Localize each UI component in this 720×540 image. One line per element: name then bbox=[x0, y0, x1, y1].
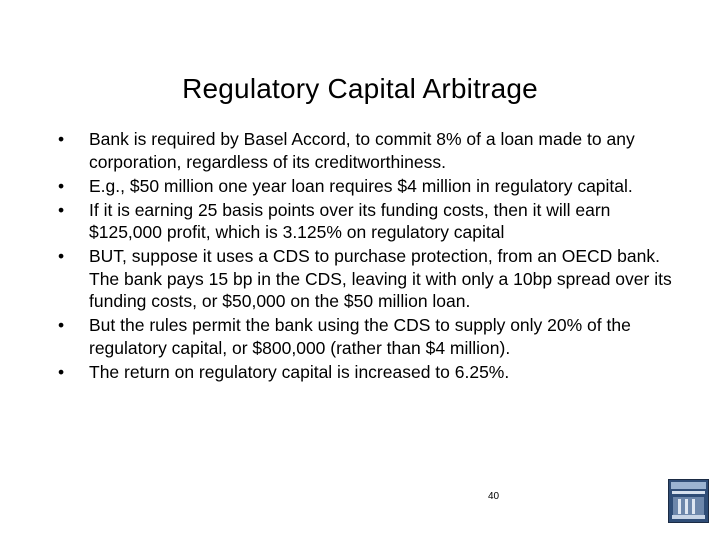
page-number: 40 bbox=[488, 491, 500, 502]
book-cover-column bbox=[678, 499, 681, 514]
bullet-item bbox=[58, 175, 678, 198]
bullet-marker: • bbox=[58, 129, 65, 149]
bullet-item bbox=[58, 128, 678, 173]
book-cover-subband bbox=[672, 491, 705, 494]
bullet-text: If it is earning 25 basis points over its funding costs, then it will earn $125,000 profit, which is 3.125% on regulatory capital bbox=[89, 199, 611, 242]
bullet-text: BUT, suppose it uses a CDS to purchase protection, from an OECD bank. The bank pays 15 bp in the CDS, leaving it with only a 10bp spread over its funding costs, or $50,000 on the $50 million loan. bbox=[89, 246, 672, 311]
bullet-marker: • bbox=[58, 315, 65, 335]
bullet-marker: • bbox=[58, 175, 65, 196]
book-cover-column bbox=[692, 499, 695, 514]
bullet-item bbox=[58, 314, 678, 359]
book-cover-band bbox=[671, 482, 706, 489]
book-cover-column bbox=[685, 499, 688, 514]
bullet-marker: • bbox=[58, 199, 65, 220]
book-cover-icon bbox=[668, 479, 709, 523]
bullet-item bbox=[58, 361, 678, 384]
bullet-text: But the rules permit the bank using the CDS to supply only 20% of the regulatory capital, or $800,000 (rather than $4 million). bbox=[89, 315, 631, 358]
bullet-text: The return on regulatory capital is increased to 6.25%. bbox=[89, 361, 510, 382]
bullet-item bbox=[58, 245, 678, 313]
bullet-list bbox=[58, 128, 678, 385]
bullet-item bbox=[58, 199, 678, 244]
bullet-marker: • bbox=[58, 246, 65, 266]
slide-title: Regulatory Capital Arbitrage bbox=[182, 73, 538, 104]
bullet-text: Bank is required by Basel Accord, to commit 8% of a loan made to any corporation, regardless of its creditworthiness. bbox=[89, 129, 635, 172]
book-cover-footer bbox=[672, 515, 705, 519]
bullet-marker: • bbox=[58, 361, 65, 382]
bullet-text: E.g., $50 million one year loan requires $4 million in regulatory capital. bbox=[89, 175, 633, 196]
